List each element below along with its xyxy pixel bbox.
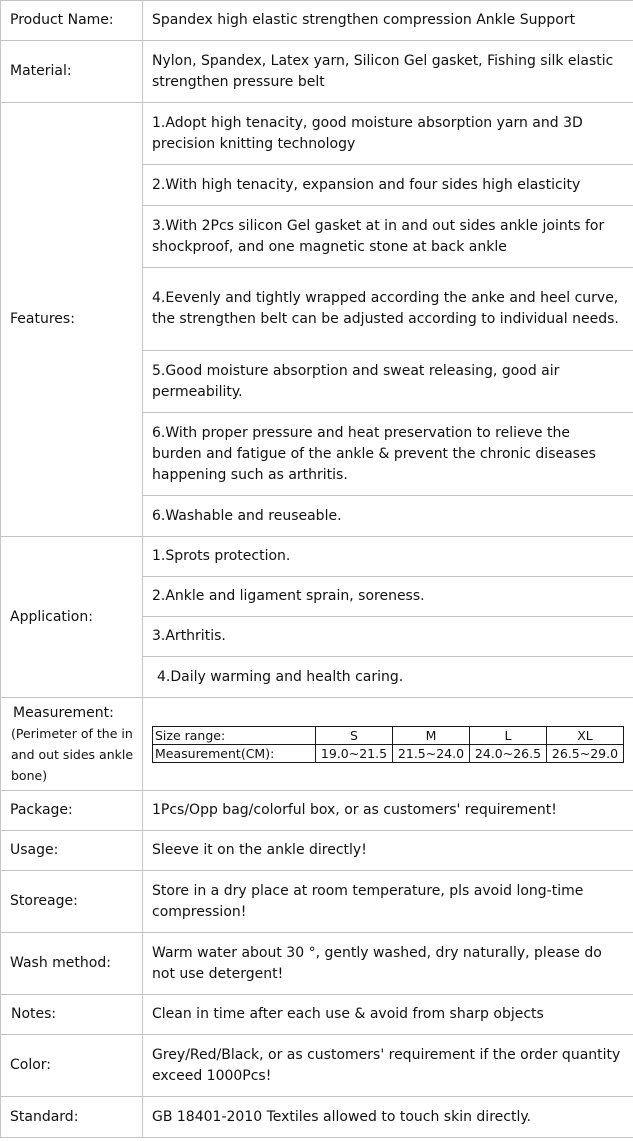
measurement-m: 21.5~24.0 [393, 744, 470, 762]
material-value: Nylon, Spandex, Latex yarn, Silicon Gel gasket, Fishing silk elastic strengthen pressure belt [143, 41, 633, 103]
application-row [1, 537, 633, 577]
measurement-row [1, 698, 633, 791]
measurement-l: 24.0~26.5 [470, 744, 547, 762]
size-values-row [153, 744, 624, 762]
standard-row [1, 1097, 633, 1138]
size-l: L [470, 726, 547, 744]
feature-item: 6.With proper pressure and heat preservation to relieve the burden and fatigue of the ankle & prevent the chronic diseases happening such as arthritis. [143, 413, 633, 496]
application-item: 2.Ankle and ligament sprain, soreness. [143, 577, 633, 617]
usage-value: Sleeve it on the ankle directly! [143, 831, 633, 871]
measurement-xl: 26.5~29.0 [547, 744, 624, 762]
feature-item: 1.Adopt high tenacity, good moisture absorption yarn and 3D precision knitting technology [143, 103, 633, 165]
size-table [152, 726, 624, 763]
wash-row [1, 933, 633, 995]
measurement-sublabel: (Perimeter of the in and out sides ankle bone) [11, 725, 134, 783]
application-item: 4.Daily warming and health caring. [143, 657, 633, 698]
color-value: Grey/Red/Black, or as customers' requirement if the order quantity exceed 1000Pcs! [143, 1035, 633, 1097]
product-name-value: Spandex high elastic strengthen compression Ankle Support [143, 1, 633, 41]
size-s: S [316, 726, 393, 744]
color-label: Color: [1, 1035, 143, 1097]
package-row [1, 791, 633, 831]
material-label: Material: [1, 41, 143, 103]
storage-value: Store in a dry place at room temperature, pls avoid long-time compression! [143, 871, 633, 933]
notes-row [1, 995, 633, 1035]
feature-item: 2.With high tenacity, expansion and four sides high elasticity [143, 165, 633, 206]
measurement-s: 19.0~21.5 [316, 744, 393, 762]
feature-item: 5.Good moisture absorption and sweat releasing, good air permeability. [143, 351, 633, 413]
measurement-cm-label: Measurement(CM): [153, 744, 316, 762]
notes-label: Notes: [1, 995, 143, 1035]
package-value: 1Pcs/Opp bag/colorful box, or as customers' requirement! [143, 791, 633, 831]
package-label: Package: [1, 791, 143, 831]
feature-row [1, 103, 633, 165]
size-header-row [153, 726, 624, 744]
feature-item: 6.Washable and reuseable. [143, 496, 633, 537]
size-range-label: Size range: [153, 726, 316, 744]
standard-value: GB 18401-2010 Textiles allowed to touch skin directly. [143, 1097, 633, 1138]
application-item: 1.Sprots protection. [143, 537, 633, 577]
product-name-label: Product Name: [1, 1, 143, 41]
standard-label: Standard: [1, 1097, 143, 1138]
storage-label: Storeage: [1, 871, 143, 933]
usage-label: Usage: [1, 831, 143, 871]
measurement-label-cell [1, 698, 143, 791]
feature-item: 4.Eevenly and tightly wrapped according the anke and heel curve, the strengthen belt can be adjusted according to individual needs. [143, 268, 633, 351]
feature-item: 3.With 2Pcs silicon Gel gasket at in and out sides ankle joints for shockproof, and one magnetic stone at back ankle [143, 206, 633, 268]
application-label: Application: [1, 537, 143, 698]
usage-row [1, 831, 633, 871]
storage-row [1, 871, 633, 933]
product-name-row [1, 1, 633, 41]
material-row [1, 41, 633, 103]
wash-value: Warm water about 30 °, gently washed, dry naturally, please do not use detergent! [143, 933, 633, 995]
size-xl: XL [547, 726, 624, 744]
color-row [1, 1035, 633, 1097]
size-m: M [393, 726, 470, 744]
wash-label: Wash method: [1, 933, 143, 995]
measurement-value-cell [143, 698, 633, 791]
features-label: Features: [1, 103, 143, 537]
application-item: 3.Arthritis. [143, 617, 633, 657]
notes-value: Clean in time after each use & avoid from sharp objects [143, 995, 633, 1035]
measurement-label: Measurement: [13, 704, 114, 721]
